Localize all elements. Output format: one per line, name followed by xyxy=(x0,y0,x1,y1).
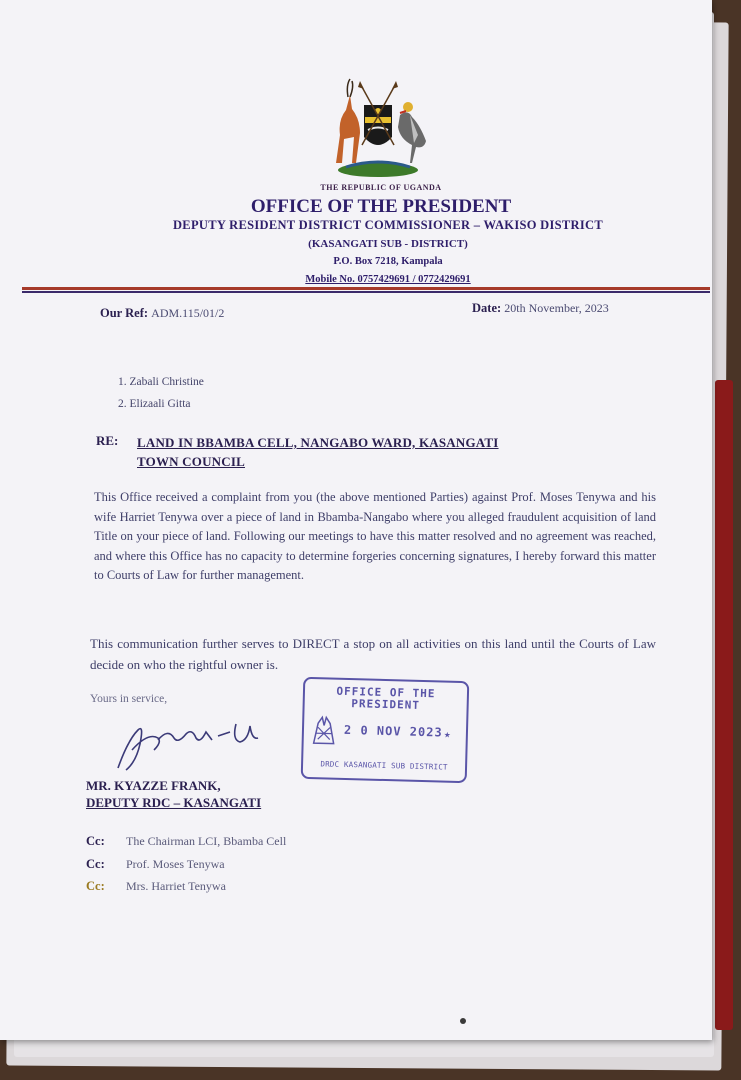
cc-line xyxy=(86,857,225,872)
stamp-line-1: OFFICE OF THE xyxy=(336,684,436,701)
stamp-date: 2 0 NOV 2023 xyxy=(343,722,443,740)
body-paragraph: This Office received a complaint from you (the above mentioned Parties) against Prof. Moses Tenywa and his wife Harriet Tenywa over a piece of land in Bbamba-Nangabo where you alleged fraudulent acquisition of land Title on your piece of land. Following our meetings to have this matter resolved and no agreement was reached, and where this Office has no capacity to determine forgeries concerning signatures, I hereby forward this matter to Courts of Law for further management. xyxy=(94,490,656,582)
republic-heading: THE REPUBLIC OF UGANDA xyxy=(320,183,442,192)
addressee: 2. Elizaali Gitta xyxy=(118,398,191,410)
cc-value: Prof. Moses Tenywa xyxy=(126,857,225,871)
date-value: 20th November, 2023 xyxy=(504,301,609,315)
subject-line xyxy=(137,433,607,471)
stamp-bottom-text: DRDC KASANGATI SUB DISTRICT xyxy=(320,759,448,772)
closing-salutation: Yours in service, xyxy=(90,693,168,705)
cc-value: The Chairman LCI, Bbamba Cell xyxy=(126,834,287,848)
stamp-emblem-icon xyxy=(310,715,339,746)
signatory-name: MR. KYAZZE FRANK, xyxy=(86,778,221,793)
cc-line xyxy=(86,879,226,894)
cc-value: Mrs. Harriet Tenywa xyxy=(126,879,226,893)
reference-value: ADM.115/01/2 xyxy=(151,306,225,320)
office-stamp xyxy=(301,677,470,783)
cc-line xyxy=(86,834,286,849)
mobile-numbers: Mobile No. 0757429691 / 0772429691 xyxy=(305,274,471,285)
letterhead xyxy=(0,75,741,180)
re-label: RE: xyxy=(96,433,119,448)
paper-mark xyxy=(460,1018,466,1024)
po-box: P.O. Box 7218, Kampala xyxy=(333,256,443,267)
subdistrict-heading: (KASANGATI SUB - DISTRICT) xyxy=(308,238,468,250)
body-paragraph: This communication further serves to DIRECT a stop on all activities on this land until the Courts of Law decide on who the rightful owner is. xyxy=(90,636,656,672)
coat-of-arms-icon xyxy=(316,75,446,180)
stamp-star-icon: ★ xyxy=(443,727,451,741)
cc-label: Cc: xyxy=(86,834,105,848)
stamp-line-2: PRESIDENT xyxy=(351,697,421,712)
cc-label: Cc: xyxy=(86,857,105,871)
signatory-title: DEPUTY RDC – KASANGATI xyxy=(86,795,262,810)
deputy-heading: DEPUTY RESIDENT DISTRICT COMMISSIONER – WAKISO DISTRICT xyxy=(172,218,604,232)
subject-line-2: TOWN COUNCIL xyxy=(137,454,245,469)
header-rule xyxy=(22,287,710,290)
reference-label: Our Ref: xyxy=(100,306,149,320)
subject-line-1: LAND IN BBAMBA CELL, NANGABO WARD, KASANGATI xyxy=(137,435,499,450)
office-heading: OFFICE OF THE PRESIDENT xyxy=(250,196,512,217)
date xyxy=(472,301,609,316)
folder-edge xyxy=(715,380,733,1030)
date-label: Date: xyxy=(472,301,502,315)
cc-label: Cc: xyxy=(86,879,105,893)
reference xyxy=(100,306,224,321)
addressee: 1. Zabali Christine xyxy=(118,376,204,388)
signature xyxy=(108,710,278,775)
header-rule xyxy=(22,291,710,293)
